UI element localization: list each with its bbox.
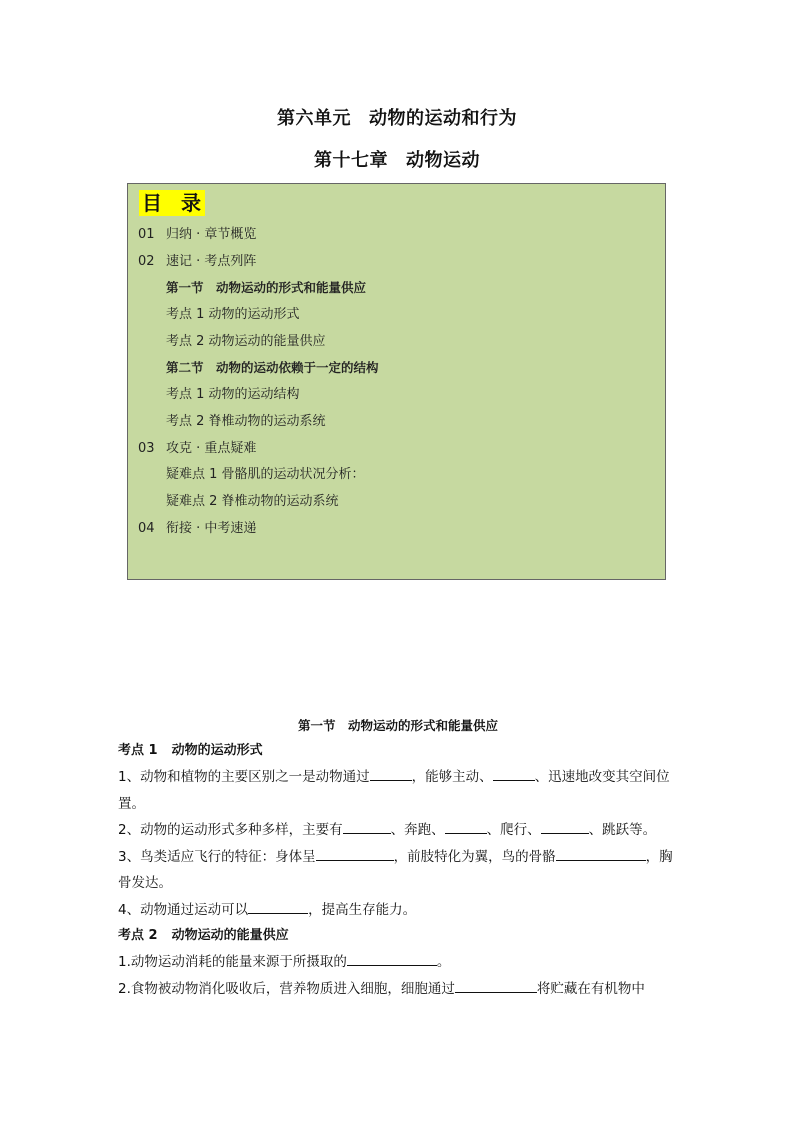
section-heading: 第一节 动物运动的形式和能量供应 bbox=[297, 718, 498, 733]
toc-item: 02 速记 · 考点列阵 bbox=[138, 253, 257, 269]
answer-blank[interactable] bbox=[455, 976, 537, 993]
answer-blank[interactable] bbox=[541, 817, 589, 834]
toc-subitem: 考点 1 动物的运动结构 bbox=[166, 387, 300, 403]
toc-item: 03 攻克 · 重点疑难 bbox=[138, 440, 257, 456]
toc-list bbox=[138, 222, 379, 542]
table-of-contents bbox=[127, 183, 666, 580]
answer-blank[interactable] bbox=[343, 817, 391, 834]
unit-number: 第六单元 bbox=[277, 108, 351, 129]
toc-heading: 目 录 bbox=[139, 190, 205, 216]
point-heading: 考点 2 动物运动的能量供应 bbox=[118, 928, 289, 943]
answer-blank[interactable] bbox=[248, 897, 308, 914]
toc-subitem: 考点 2 脊椎动物的运动系统 bbox=[166, 413, 326, 429]
toc-item: 04 衔接 · 中考速递 bbox=[138, 520, 257, 536]
toc-section: 第二节 动物的运动依赖于一定的结构 bbox=[166, 360, 379, 376]
answer-blank[interactable] bbox=[370, 764, 412, 781]
toc-subitem: 考点 1 动物的运动形式 bbox=[166, 307, 300, 323]
answer-blank[interactable] bbox=[347, 949, 437, 966]
answer-blank[interactable] bbox=[493, 764, 535, 781]
content-body bbox=[118, 714, 678, 1002]
chapter-number: 第十七章 bbox=[314, 150, 388, 171]
unit-name: 动物的运动和行为 bbox=[369, 108, 517, 129]
question-paragraph: 1、动物和植物的主要区别之一是动物通过 ，能够主动、 、迅速地改变其空间位置。 bbox=[118, 764, 678, 817]
toc-subitem: 考点 2 动物运动的能量供应 bbox=[166, 333, 326, 349]
toc-subitem: 疑难点 1 骨骼肌的运动状况分析： bbox=[166, 467, 365, 483]
point-heading: 考点 1 动物的运动形式 bbox=[118, 743, 263, 758]
toc-section: 第一节 动物运动的形式和能量供应 bbox=[166, 280, 367, 296]
toc-subitem: 疑难点 2 脊椎动物的运动系统 bbox=[166, 493, 339, 509]
chapter-name: 动物运动 bbox=[406, 150, 480, 171]
chapter-title bbox=[0, 146, 794, 172]
question-paragraph: 4、动物通过运动可以 ，提高生存能力。 bbox=[118, 897, 678, 924]
question-paragraph: 2、动物的运动形式多种多样，主要有 、奔跑、 、爬行、 、跳跃等。 bbox=[118, 817, 678, 844]
question-paragraph: 3、鸟类适应飞行的特征：身体呈 ，前肢特化为翼，鸟的骨骼 ，胸骨发达。 bbox=[118, 844, 678, 897]
toc-item: 01 归纳 · 章节概览 bbox=[138, 227, 257, 242]
unit-title bbox=[0, 104, 794, 130]
answer-blank[interactable] bbox=[556, 844, 646, 861]
question-paragraph: 1.动物运动消耗的能量来源于所摄取的 。 bbox=[118, 949, 678, 976]
answer-blank[interactable] bbox=[445, 817, 487, 834]
answer-blank[interactable] bbox=[316, 844, 394, 861]
question-paragraph: 2.食物被动物消化吸收后，营养物质进入细胞，细胞通过 将贮藏在有机物中 bbox=[118, 976, 678, 1003]
